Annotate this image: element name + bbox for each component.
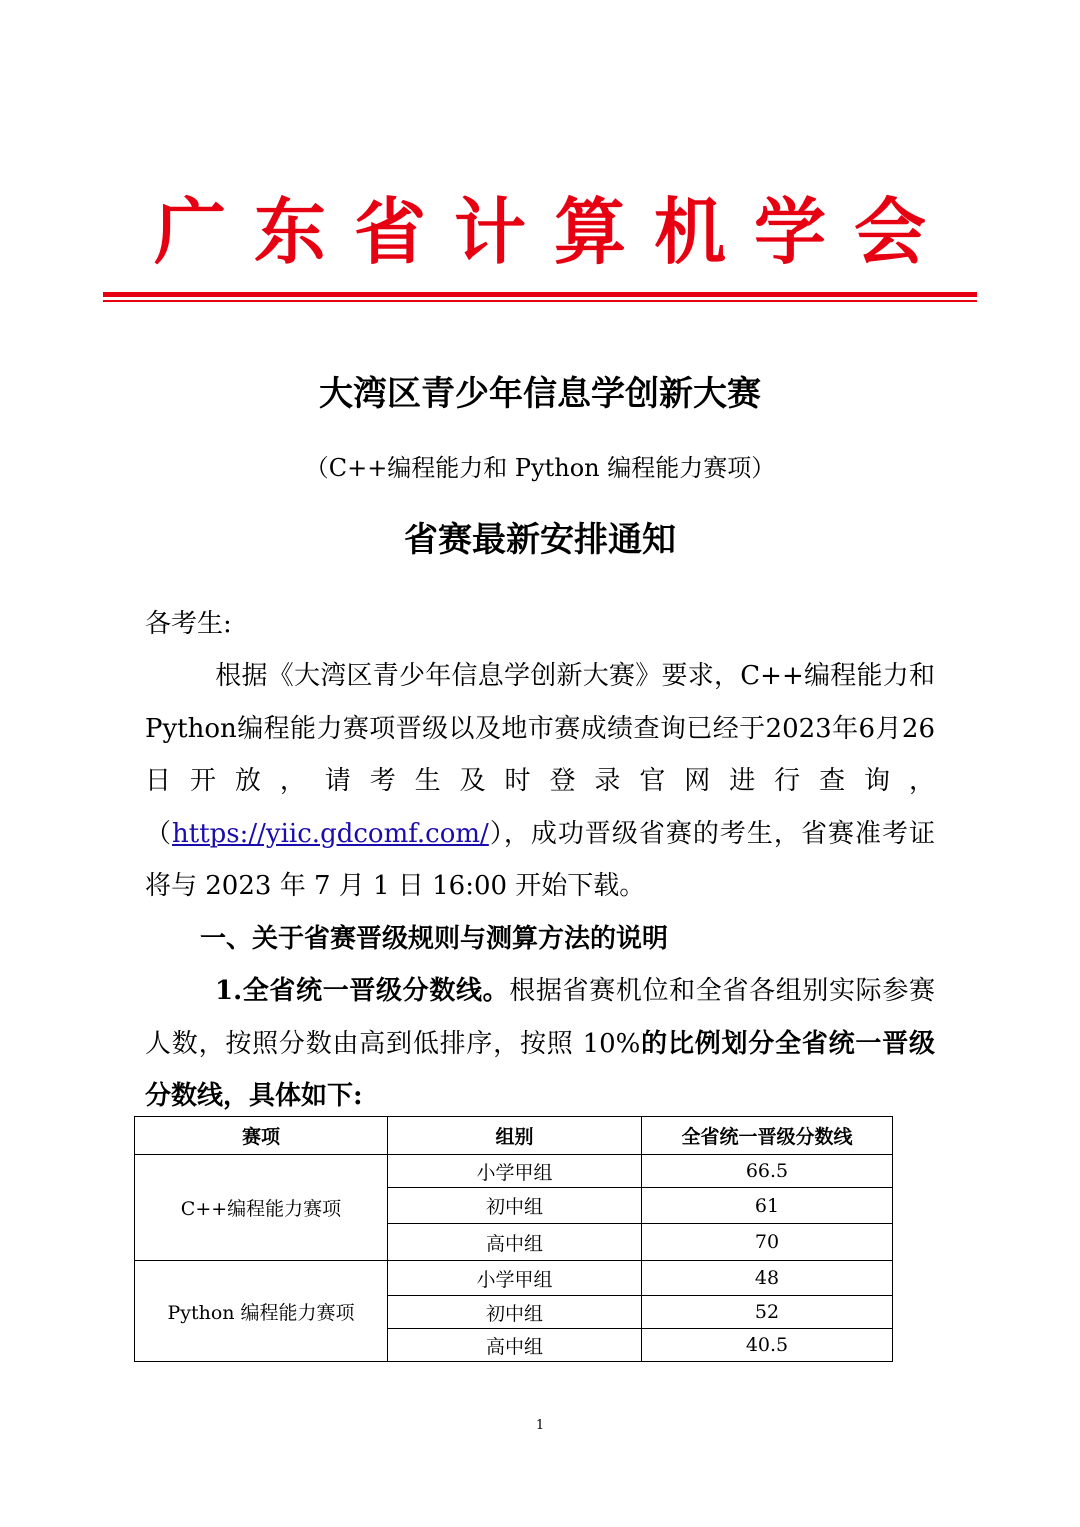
rule-middle-text: 根据省赛机位和全省各组别实际参赛人数，按照分数由高到低排序，按照 10%	[145, 976, 935, 1059]
page-number: 1	[535, 1418, 545, 1433]
group-cell: 高中组	[388, 1224, 642, 1261]
official-site-link[interactable]: https://yiic.gdcomf.com/	[172, 818, 489, 849]
salutation: 各考生:	[145, 609, 232, 639]
paragraph-text-before-link: 根据《大湾区青少年信息学创新大赛》要求，C++编程能力和Python编程能力赛项晋级以及地市赛成绩查询已经于2023年6月26日开放，请考生及时登录官网进行查询，（	[145, 661, 935, 849]
table-row	[135, 1155, 893, 1188]
header-event: 赛项	[135, 1117, 388, 1155]
header-group: 组别	[388, 1117, 642, 1155]
section-heading: 一、关于省赛晋级规则与测算方法的说明	[200, 924, 669, 954]
score-cell: 40.5	[642, 1329, 893, 1362]
organization-letterhead-title: 广东省计算机学会	[153, 189, 954, 274]
notice-title: 省赛最新安排通知	[404, 520, 676, 560]
group-cell: 初中组	[388, 1296, 642, 1329]
table-header-row	[135, 1117, 893, 1155]
score-cell: 52	[642, 1296, 893, 1329]
rule-lead-text: 1.全省统一晋级分数线。	[215, 976, 510, 1006]
rule-tail-text: 的比例划分全省统一晋级分数线，具体如下:	[145, 1028, 935, 1111]
event-cell: C++编程能力赛项	[135, 1155, 388, 1261]
document-title: 大湾区青少年信息学创新大赛	[319, 374, 761, 414]
score-cell: 61	[642, 1188, 893, 1224]
letterhead-rule-thick	[103, 292, 977, 297]
group-cell: 小学甲组	[388, 1261, 642, 1296]
letterhead-rule-thin	[103, 300, 977, 302]
score-cell: 48	[642, 1261, 893, 1296]
event-cell: Python 编程能力赛项	[135, 1261, 388, 1362]
score-line-table	[134, 1116, 893, 1362]
score-cell: 66.5	[642, 1155, 893, 1188]
group-cell: 高中组	[388, 1329, 642, 1362]
score-cell: 70	[642, 1224, 893, 1261]
header-score-line: 全省统一晋级分数线	[642, 1117, 893, 1155]
table-row	[135, 1261, 893, 1296]
document-subtitle: （C++编程能力和 Python 编程能力赛项）	[304, 454, 776, 482]
paragraph-score-rule	[145, 965, 935, 1123]
paragraph-text-after-link: ），成功晋级省赛的考生，省赛准考证将与 2023 年 7 月 1 日 16:00 开始下载。	[145, 818, 935, 901]
paragraph-announcement	[145, 650, 935, 913]
group-cell: 小学甲组	[388, 1155, 642, 1188]
group-cell: 初中组	[388, 1188, 642, 1224]
